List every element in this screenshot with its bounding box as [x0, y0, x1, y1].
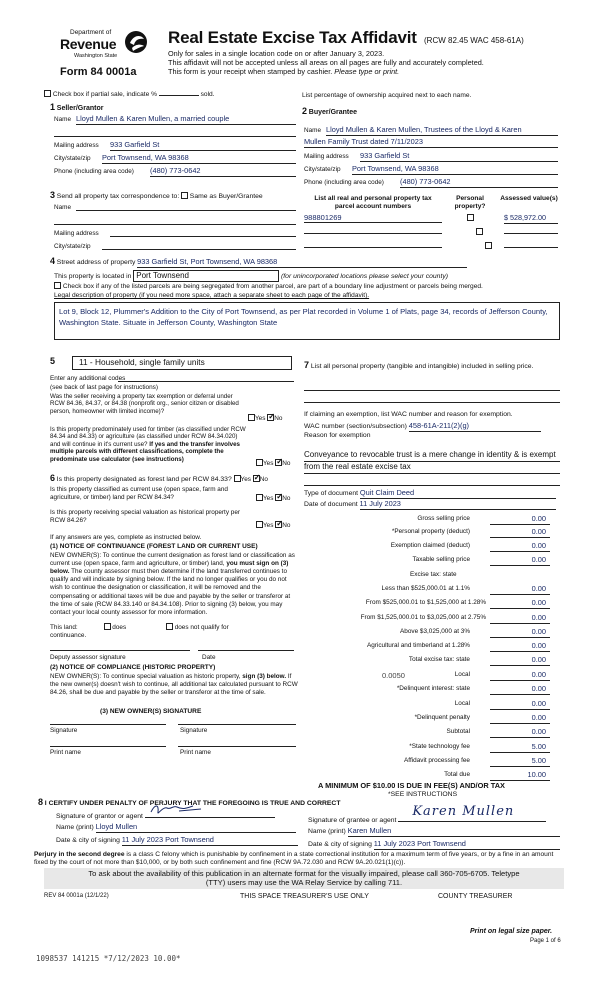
rev-number: REV 84 0001a (12/1/22)	[44, 893, 109, 899]
dor-logo-icon	[124, 30, 148, 54]
tier4-value[interactable]: 0.00	[490, 628, 550, 638]
new-owner-sig-line1[interactable]	[50, 724, 166, 725]
correspondence-city-label: City/state/zip	[54, 243, 91, 250]
calc-label: From $1,525,000.01 to $3,025,000 at 2.75%	[360, 614, 486, 621]
parcel-col-header: List all real and personal property tax parcel account numbers	[314, 195, 432, 210]
gross-value[interactable]: 0.00	[490, 515, 550, 525]
s6-instruction: If any answers are yes, complete as instructed below.	[50, 534, 202, 541]
calc-label: *State technology fee	[409, 743, 470, 750]
seller-mailing-row	[54, 142, 296, 150]
section6-num: 6	[50, 473, 56, 483]
calc-tier2	[298, 599, 550, 610]
calc-tech-fee	[298, 743, 550, 754]
seller-mailing-field[interactable]: 933 Garfield St	[110, 141, 296, 151]
correspondence-mailing-row	[54, 230, 296, 238]
grantor-signature-field[interactable]	[145, 810, 275, 818]
s6-q1-no: No	[259, 476, 268, 483]
grantor-date-field[interactable]: 11 July 2023 Port Townsend	[122, 836, 298, 846]
personal-property-checkbox-3[interactable]	[485, 242, 492, 249]
form-number: Form 84 0001a	[60, 66, 137, 78]
s6-q3-answers	[256, 521, 290, 530]
seller-name-label: Name	[54, 116, 72, 123]
s6-q1-row	[50, 473, 268, 484]
doc-date-field[interactable]: 11 July 2023	[360, 500, 556, 510]
notice2-bold: sign (3) below.	[242, 673, 287, 680]
continuance-label: continuance.	[50, 632, 87, 639]
ask-line2: (TTY) users may use the WA Relay Service by calling 711.	[205, 878, 403, 888]
doc-type-row	[304, 489, 556, 499]
buyer-city-field[interactable]: Port Townsend, WA 98368	[352, 165, 558, 175]
calc-label: Subtotal	[446, 728, 470, 735]
new-owner-print-label1: Print name	[50, 749, 81, 756]
delinquent-local-value[interactable]: 0.00	[490, 700, 550, 710]
buyer-phone-label: Phone (including area code)	[304, 179, 384, 186]
partial-sale-percent-line[interactable]	[159, 95, 199, 96]
correspondence-name-label: Name	[54, 204, 72, 211]
deputy-label: Deputy assessor signature	[50, 654, 126, 661]
personal-property-checkbox-2[interactable]	[476, 228, 483, 235]
calc-label: *Personal property (deduct)	[391, 528, 470, 535]
grantee-name-row	[308, 827, 560, 837]
notice2-body	[50, 673, 298, 697]
section7-heading	[304, 360, 560, 371]
s5-q2-yes-checkbox[interactable]	[256, 459, 263, 466]
parcel-number-1[interactable]: 988801269	[304, 213, 442, 223]
seller-city-label: City/state/zip	[54, 155, 91, 162]
segregate-row	[54, 282, 483, 291]
reason-line2	[304, 473, 560, 474]
calc-taxable	[298, 556, 550, 567]
total-due-value[interactable]: 10.00	[490, 771, 550, 781]
buyer-mailing-label: Mailing address	[304, 153, 349, 160]
calc-affidavit-fee	[298, 757, 550, 768]
new-owner-sig-label2: Signature	[180, 727, 208, 734]
grantor-date-row	[56, 836, 298, 846]
grantee-sig-label: Signature of grantee or agent	[308, 817, 397, 824]
s6-q1: Is this property designated as forest land per RCW 84.33?	[56, 476, 232, 483]
header-note1: Only for sales in a single location code on or after January 3, 2023.	[168, 49, 385, 58]
ownership-note: List percentage of ownership acquired next to each name.	[302, 92, 472, 99]
buyer-heading-text: Buyer/Grantee	[308, 109, 358, 116]
buyer-mailing-field[interactable]: 933 Garfield St	[360, 152, 558, 162]
s5-q1: Was the seller receiving a property tax exemption or deferral under RCW 84.36, 84.37, or 84.38 (nonprofit org., senior citizen or disabled person, homeowner with limited income)?	[50, 393, 239, 415]
total-state-value[interactable]: 0.00	[490, 656, 550, 666]
seller-name-row	[54, 116, 296, 124]
s6-q2-yes: Yes	[263, 495, 274, 502]
header-note3	[168, 68, 399, 77]
buyer-heading-num: 2	[302, 106, 308, 116]
legal-label: Legal description of property (if you need more space, attach a separate sheet to each page of the affidavit).	[54, 292, 370, 299]
s6-q1-yes-checkbox[interactable]	[234, 475, 241, 482]
land-use-select[interactable]: 11 - Household, single family units	[72, 356, 292, 370]
calc-tier4	[298, 628, 550, 639]
personal-value[interactable]: 0.00	[490, 528, 550, 538]
alternate-format-notice	[44, 868, 564, 889]
seller-city-field[interactable]: Port Townsend, WA 98368	[102, 154, 296, 164]
buyer-city-row	[304, 166, 558, 174]
parcel-number-2[interactable]	[304, 233, 442, 234]
codes-note: (see back of last page for instructions)	[50, 384, 158, 391]
seller-heading	[50, 102, 103, 113]
this-land-row	[50, 623, 229, 632]
s5-q2	[50, 426, 246, 463]
s5-q2-text: Is this property predominately used for timber (as classified under RCW 84.34 and 84.33) or agriculture (as classified under RCW 84.34.020) and will continue in it's current use?	[50, 426, 246, 448]
tier5-value[interactable]: 0.00	[490, 642, 550, 652]
calc-personal	[298, 528, 550, 539]
header-note2: This affidavit will not be accepted unless all areas on all pages are fully and accurately completed.	[168, 58, 484, 67]
doc-date-row	[304, 500, 556, 510]
buyer-name-field1[interactable]: Lloyd Mullen & Karen Mullen, Trustees of the Lloyd & Karen	[326, 126, 558, 136]
calc-label: Affidavit processing fee	[404, 757, 470, 764]
notice2-text-a: NEW OWNER(S): To continue special valuation as historic property,	[50, 673, 241, 680]
grantor-sig-label: Signature of grantor or agent	[56, 813, 143, 820]
s6-q1-no-checkbox[interactable]	[253, 475, 260, 482]
buyer-heading	[302, 106, 357, 117]
correspondence-mailing-label: Mailing address	[54, 230, 99, 237]
correspondence-name-field[interactable]	[76, 210, 296, 211]
s5-q2-answers	[256, 459, 290, 468]
located-select[interactable]: Port Townsend	[133, 270, 279, 282]
calc-total-state	[298, 656, 550, 667]
personal-col-header: Personal property?	[454, 195, 486, 210]
correspondence-heading	[50, 190, 263, 201]
new-owner-sig-label1: Signature	[50, 727, 78, 734]
perjury-text: is a class C felony which is punishable by confinement in a state correctional institution for a maximum term of five years, or by a fine in an amount fixed by the court of not more than $10,000, or by both such confinement and fine (RCW 9A.72.030 and RCW 9A.20.021(1)(c)).	[34, 851, 554, 866]
tier3-value[interactable]: 0.00	[490, 614, 550, 624]
exemption-label: If claiming an exemption, list WAC number and reason for exemption.	[304, 411, 513, 418]
calc-label: Local	[454, 671, 470, 678]
seller-heading-text: Seller/Grantor	[56, 105, 104, 112]
located-note: (for unincorporated locations please select your county)	[281, 273, 449, 280]
calc-label: Agricultural and timberland at 1.28%	[366, 642, 470, 649]
correspondence-text: Send all property tax correspondence to:	[56, 193, 180, 200]
new-owner-sig-line2[interactable]	[178, 724, 296, 725]
s5-q1-yes: Yes	[255, 415, 266, 422]
calc-delinquent-state	[298, 685, 550, 696]
grantor-name-row	[56, 823, 296, 833]
calc-penalty	[298, 714, 550, 725]
located-label: This property is located in	[54, 273, 132, 280]
reason-label: Reason for exemption	[304, 432, 371, 439]
header-note3-text: This form is your receipt when stamped by cashier.	[168, 67, 333, 76]
rcw-reference: (RCW 82.45 WAC 458-61A)	[424, 36, 524, 45]
dor-logo	[58, 29, 153, 69]
calc-tier1	[298, 585, 550, 596]
section7-num: 7	[304, 360, 310, 370]
new-owner-sig-title: (3) NEW OWNER(S) SIGNATURE	[100, 708, 202, 715]
wac-field[interactable]: 458-61A-211(2)(g)	[409, 422, 541, 432]
calc-label: Total excise tax: state	[408, 656, 470, 663]
segregate-label: Check box if any of the listed parcels are being segregated from another parcel, are part of a boundary line adjustment or parcels being merged.	[62, 283, 483, 290]
property-num: 4	[50, 256, 56, 266]
partial-sale-row	[44, 90, 215, 99]
section5-num: 5	[50, 356, 56, 366]
deputy-date-label: Date	[202, 654, 216, 661]
s5-q2-no: No	[282, 460, 291, 467]
calc-tier5	[298, 642, 550, 653]
buyer-phone-field[interactable]: (480) 773-0642	[400, 178, 558, 188]
s5-q2-no-checkbox[interactable]	[275, 459, 282, 466]
seller-phone-field[interactable]: (480) 773-0642	[150, 167, 296, 177]
taxable-value[interactable]: 0.00	[490, 556, 550, 566]
grantor-name-label: Name (print)	[56, 824, 94, 831]
minimum-notice: A MINIMUM OF $10.00 IS DUE IN FEE(S) AND/OR TAX	[318, 781, 505, 790]
see-instructions: *SEE INSTRUCTIONS	[388, 791, 458, 798]
assessed-col-header: Assessed value(s)	[500, 195, 558, 202]
new-owner-print-label2: Print name	[180, 749, 211, 756]
calc-exemption	[298, 542, 550, 553]
legal-description-box[interactable]: Lot 9, Block 12, Plummer's Addition to the City of Port Townsend, as per Plat recorded in Volume 1 of Plats, page 34, records of Jefferson County, Washington State. Situate in Jefferson County, Washington State	[54, 302, 560, 340]
correspondence-num: 3	[50, 190, 56, 200]
s6-q3-yes: Yes	[263, 522, 274, 529]
perjury-bold: Perjury in the second degree	[34, 851, 125, 858]
assessed-value-2[interactable]	[504, 233, 558, 234]
calc-label: Above $3,025,000 at 3%	[400, 628, 470, 635]
deputy-date-line[interactable]	[198, 650, 294, 651]
s6-q2-answers	[256, 494, 290, 503]
calc-label: *Delinquent interest: state	[396, 685, 470, 692]
s6-q2-yes-checkbox[interactable]	[256, 494, 263, 501]
page-number: Page 1 of 6	[530, 938, 561, 944]
dept-line3: Washington State	[74, 53, 118, 59]
buyer-mailing-row	[304, 153, 558, 161]
s6-q3-yes-checkbox[interactable]	[256, 521, 263, 528]
affidavit-fee-value[interactable]: 5.00	[490, 757, 550, 767]
s6-q3-no-checkbox[interactable]	[275, 521, 282, 528]
calc-delinquent-local	[298, 700, 550, 711]
s6-q2-no: No	[282, 495, 291, 502]
grantee-date-field[interactable]: 11 July 2023 Port Townsend	[374, 840, 560, 850]
notice1-body	[50, 552, 298, 617]
personal-property-checkbox-1[interactable]	[467, 214, 474, 221]
s6-q3-no: No	[282, 522, 291, 529]
delinquent-state-value[interactable]: 0.00	[490, 685, 550, 695]
land-does-checkbox[interactable]	[104, 623, 111, 630]
treasurer-use: THIS SPACE TREASURER'S USE ONLY	[240, 893, 369, 900]
s5-q2-yes: Yes	[263, 460, 274, 467]
correspondence-mailing-field[interactable]	[110, 236, 296, 237]
wac-label: WAC number (section/subsection)	[304, 423, 407, 430]
calc-gross	[298, 515, 550, 526]
penalty-value[interactable]: 0.00	[490, 714, 550, 724]
calc-label: Less than $525,000.01 at 1.1%	[381, 585, 470, 592]
calc-label: *Delinquent penalty	[414, 714, 470, 721]
calc-label: Exemption claimed (deduct)	[390, 542, 470, 549]
correspondence-name-line2[interactable]	[54, 224, 296, 225]
doc-type-field[interactable]: Quit Claim Deed	[360, 489, 556, 499]
tech-fee-value[interactable]: 5.00	[490, 743, 550, 753]
street-label: Street address of property	[56, 259, 136, 266]
doc-type-label: Type of document	[304, 490, 359, 497]
parcel-number-3[interactable]	[304, 247, 442, 248]
calc-label: Local	[454, 700, 470, 707]
codes-row	[50, 375, 296, 383]
calc-label: Gross selling price	[417, 515, 470, 522]
codes-field[interactable]	[118, 381, 294, 382]
notice2-title: (2) NOTICE OF COMPLIANCE (HISTORIC PROPERTY)	[50, 664, 216, 671]
buyer-name-label: Name	[304, 127, 322, 134]
assessed-value-1[interactable]: $ 528,972.00	[504, 214, 558, 224]
located-row	[54, 270, 448, 282]
notice2-text-b: If the new owner(s) doesn't wish to continue, all additional tax calculated pursuant to RCW 84.26, shall be due and payable by the seller or transferor at the time of sale.	[50, 673, 298, 697]
cashier-stamp: 1098537 141215 *7/12/2023 10.00*	[36, 954, 181, 963]
partial-sale-label: Check box if partial sale, indicate %	[52, 91, 157, 98]
wac-row	[304, 422, 541, 432]
grantor-name-field[interactable]: Lloyd Mullen	[96, 823, 296, 833]
seller-mailing-label: Mailing address	[54, 142, 99, 149]
grantee-signature-field[interactable]	[398, 804, 546, 822]
section8-num: 8	[38, 797, 44, 807]
seller-name-field[interactable]: Lloyd Mullen & Karen Mullen, a married couple	[76, 115, 296, 125]
correspondence-city-row	[54, 243, 296, 251]
calc-label: Total due	[444, 771, 470, 778]
exemption-value[interactable]: 0.00	[490, 542, 550, 552]
assessed-value-3[interactable]	[504, 247, 558, 248]
reason-line3	[304, 485, 560, 486]
grantee-date-label: Date & city of signing	[308, 841, 372, 848]
partial-sale-checkbox[interactable]	[44, 90, 51, 97]
notice1-title: (1) NOTICE OF CONTINUANCE (FOREST LAND OR CURRENT USE)	[50, 543, 258, 550]
partial-sale-sold: sold.	[200, 91, 215, 98]
grantor-date-label: Date & city of signing	[56, 837, 120, 844]
correspondence-city-field[interactable]	[102, 249, 296, 250]
subtotal-value[interactable]: 0.00	[490, 728, 550, 738]
land-does-not-label: does not qualify for	[174, 624, 229, 631]
notice1-bold: you must sign on (3) below.	[50, 560, 289, 576]
same-as-buyer-label: Same as Buyer/Grantee	[189, 193, 263, 200]
seller-phone-row	[54, 168, 296, 176]
s5-q1-answers	[248, 414, 282, 423]
grantee-signature: Karen Mullen	[412, 804, 515, 819]
buyer-name-field2[interactable]: Mullen Family Trust dated 7/11/2023	[304, 138, 558, 148]
s6-q2: Is this property classified as current use (open space, farm and agriculture, or timber) land per RCW 84.34?	[50, 486, 228, 501]
s6-q2-no-checkbox[interactable]	[275, 494, 282, 501]
notice1-text-a: NEW OWNER(S): To continue the current designation as forest land or classification as current use (open space, farm and agriculture, or timber) land,	[50, 552, 295, 568]
buyer-name-row	[304, 127, 558, 135]
s5-q1-no-checkbox[interactable]	[267, 414, 274, 421]
buyer-city-label: City/state/zip	[304, 166, 341, 173]
ask-line1: To ask about the availability of this publication in an alternate format for the visually impaired, please call 360-705-6705. Teletype	[88, 869, 520, 878]
excise-state-label: Excise tax: state	[410, 571, 457, 578]
segregate-checkbox[interactable]	[54, 282, 61, 289]
local-value[interactable]: 0.00	[490, 671, 550, 681]
this-land-label: This land:	[50, 624, 78, 631]
new-owner-print-line2[interactable]	[178, 746, 296, 747]
certify-text: I CERTIFY UNDER PENALTY OF PERJURY THAT THE FOREGOING IS TRUE AND CORRECT	[44, 800, 341, 807]
local-rate: 0.0050	[382, 671, 405, 680]
grantee-sig-row	[308, 804, 546, 825]
county-treasurer: COUNTY TREASURER	[438, 893, 513, 900]
s6-q1-yes: Yes	[240, 476, 251, 483]
buyer-phone-row	[304, 179, 558, 187]
doc-date-label: Date of document	[304, 501, 358, 508]
s5-q1-yes-checkbox[interactable]	[248, 414, 255, 421]
calc-label: Taxable selling price	[412, 556, 470, 563]
same-as-buyer-checkbox[interactable]	[181, 192, 188, 199]
new-owner-print-line1[interactable]	[50, 746, 166, 747]
grantor-sig-row	[56, 810, 275, 821]
tier1-value[interactable]: 0.00	[490, 585, 550, 595]
calc-subtotal	[298, 728, 550, 739]
seller-city-row	[54, 155, 296, 163]
perjury-notice	[34, 851, 564, 867]
s6-q3: Is this property receiving special valuation as historical property per RCW 84.26?	[50, 509, 241, 524]
codes-label: Enter any additional codes	[50, 375, 126, 382]
section7-text: List all personal property (tangible and intangible) included in selling price.	[310, 363, 534, 370]
street-row	[50, 256, 467, 268]
grantee-name-label: Name (print)	[308, 828, 346, 835]
legal-paper-note: Print on legal size paper.	[470, 928, 553, 935]
personal-property-line2[interactable]	[304, 402, 560, 403]
reason-field[interactable]: Conveyance to revocable trust is a mere change in identity & is exempt from the real estate excise tax	[304, 450, 556, 472]
seller-heading-num: 1	[50, 102, 56, 112]
dept-line2: Revenue	[60, 36, 117, 52]
land-does-not-checkbox[interactable]	[166, 623, 173, 630]
dept-line1: Department of	[70, 29, 112, 36]
seller-name-line2[interactable]	[54, 136, 296, 137]
notice1-text-b: The county assessor must then determine if the land transferred continues to qualify and will indicate by signing below. If the land no longer qualifies or you do not wish to continue the designation or classification, it will be removed and the compensating or additional taxes will be due and payable by the seller or transferor at the time of sale (RCW 84.33.140 or 84.34.108). Prior to signing (3) below, you may contact your local county assessor for more information.	[50, 568, 291, 616]
grantor-signature-scribble	[149, 802, 209, 816]
calc-tier3	[298, 614, 550, 625]
seller-phone-label: Phone (including area code)	[54, 168, 134, 175]
personal-property-line1[interactable]	[304, 390, 560, 391]
grantee-date-row	[308, 840, 560, 850]
land-does-label: does	[112, 624, 127, 631]
s5-q1-no: No	[274, 415, 283, 422]
reason-line1	[304, 461, 560, 462]
correspondence-name-row	[54, 204, 296, 212]
page-title: Real Estate Excise Tax Affidavit	[168, 28, 417, 47]
header-note3-italic: Please type or print.	[334, 67, 400, 76]
deputy-signature-line[interactable]	[50, 650, 190, 651]
tier2-value[interactable]: 0.00	[490, 599, 550, 609]
grantee-name-field[interactable]: Karen Mullen	[348, 827, 560, 837]
calc-local	[298, 671, 550, 682]
s5-q2-bold: If yes and the transfer involves multiple parcels with different classifications, complete the predominate use calculator (see instructions)	[50, 440, 241, 463]
calc-label: From $525,000.01 to $1,525,000 at 1.28%	[365, 599, 486, 606]
street-field[interactable]: 933 Garfield St, Port Townsend, WA 98368	[137, 258, 467, 268]
